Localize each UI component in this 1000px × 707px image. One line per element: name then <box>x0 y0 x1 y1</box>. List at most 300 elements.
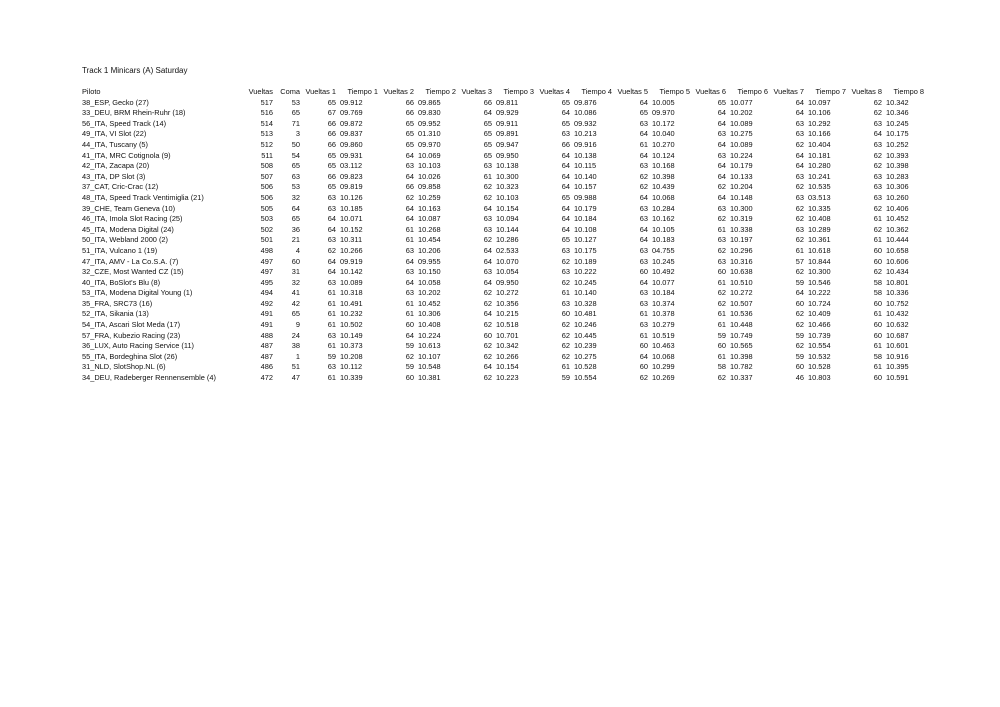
heat-time-cell: 10.138 <box>574 150 597 160</box>
heat-laps-cell: 61 <box>717 277 726 287</box>
heat-laps-cell: 64 <box>405 330 414 340</box>
table-row <box>80 98 926 109</box>
total-laps-cell: 492 <box>260 298 273 308</box>
heat-time-cell: 10.172 <box>652 118 675 128</box>
heat-time-cell: 03.513 <box>808 192 831 202</box>
total-laps-cell: 517 <box>260 97 273 107</box>
heat-laps-cell: 63 <box>327 277 336 287</box>
heat-laps-cell: 62 <box>639 182 648 192</box>
heat-time-cell: 02.533 <box>496 245 519 255</box>
heat-laps-cell: 57 <box>795 256 804 266</box>
heat-laps-cell: 62 <box>483 192 492 202</box>
heat-time-cell: 10.213 <box>574 129 597 139</box>
heat-time-cell: 10.224 <box>418 330 441 340</box>
total-laps-cell: 506 <box>260 182 273 192</box>
total-laps-cell: 507 <box>260 171 273 181</box>
heat-laps-cell: 63 <box>561 298 570 308</box>
table-row <box>80 235 926 246</box>
heat-time-cell: 10.323 <box>496 182 519 192</box>
heat-time-cell: 09.823 <box>340 171 363 181</box>
heat-laps-cell: 63 <box>873 171 882 181</box>
heat-laps-cell: 61 <box>873 362 882 372</box>
heat-laps-cell: 61 <box>405 309 414 319</box>
heat-laps-cell: 63 <box>327 192 336 202</box>
heat-laps-cell: 60 <box>639 362 648 372</box>
heat-time-cell: 10.300 <box>730 203 753 213</box>
table-header-row <box>80 87 926 98</box>
heat-laps-cell: 62 <box>717 245 726 255</box>
heat-time-cell: 10.148 <box>730 192 753 202</box>
pilot-name-cell: 41_ITA, MRC Cotignola (9) <box>82 150 171 160</box>
heat-time-cell: 09.952 <box>418 118 441 128</box>
heat-laps-cell: 63 <box>639 256 648 266</box>
heat-time-cell: 10.149 <box>340 330 363 340</box>
heat-time-cell: 10.439 <box>652 182 675 192</box>
coma-cell: 50 <box>291 139 300 149</box>
heat-time-cell: 10.179 <box>574 203 597 213</box>
heat-laps-cell: 60 <box>795 362 804 372</box>
heat-time-cell: 10.342 <box>886 97 909 107</box>
heat-time-cell: 10.606 <box>886 256 909 266</box>
heat-laps-cell: 64 <box>483 245 492 255</box>
heat-laps-cell: 61 <box>405 298 414 308</box>
heat-time-cell: 10.154 <box>496 203 519 213</box>
heat-laps-cell: 65 <box>327 161 336 171</box>
heat-laps-cell: 61 <box>327 373 336 383</box>
column-header: Coma <box>280 87 300 96</box>
heat-time-cell: 10.452 <box>886 214 909 224</box>
heat-time-cell: 09.872 <box>340 118 363 128</box>
heat-laps-cell: 64 <box>639 97 648 107</box>
heat-time-cell: 10.175 <box>574 245 597 255</box>
total-laps-cell: 513 <box>260 129 273 139</box>
table-row <box>80 267 926 278</box>
pilot-name-cell: 46_ITA, Imola Slot Racing (25) <box>82 214 183 224</box>
heat-time-cell: 10.492 <box>652 267 675 277</box>
heat-time-cell: 10.154 <box>496 362 519 372</box>
total-laps-cell: 487 <box>260 351 273 361</box>
heat-time-cell: 10.142 <box>340 267 363 277</box>
heat-time-cell: 10.270 <box>652 139 675 149</box>
heat-laps-cell: 59 <box>795 277 804 287</box>
column-header: Vueltas 5 <box>617 87 648 96</box>
heat-laps-cell: 61 <box>873 309 882 319</box>
heat-time-cell: 10.089 <box>340 277 363 287</box>
heat-time-cell: 10.144 <box>496 224 519 234</box>
heat-time-cell: 10.112 <box>340 362 363 372</box>
heat-time-cell: 10.632 <box>886 320 909 330</box>
heat-time-cell: 09.837 <box>340 129 363 139</box>
coma-cell: 24 <box>291 330 300 340</box>
heat-laps-cell: 64 <box>327 267 336 277</box>
heat-laps-cell: 64 <box>717 171 726 181</box>
heat-time-cell: 09.988 <box>574 192 597 202</box>
heat-time-cell: 09.929 <box>496 108 519 118</box>
column-header: Vueltas 3 <box>461 87 492 96</box>
heat-laps-cell: 64 <box>561 150 570 160</box>
heat-time-cell: 10.070 <box>496 256 519 266</box>
heat-laps-cell: 61 <box>327 298 336 308</box>
heat-time-cell: 10.378 <box>652 309 675 319</box>
heat-time-cell: 10.299 <box>652 362 675 372</box>
heat-laps-cell: 64 <box>639 351 648 361</box>
heat-laps-cell: 60 <box>405 373 414 383</box>
pilot-name-cell: 36_LUX, Auto Racing Service (11) <box>82 341 195 351</box>
heat-laps-cell: 62 <box>483 341 492 351</box>
heat-time-cell: 10.094 <box>496 214 519 224</box>
pilot-name-cell: 57_FRA, Kubezio Racing (23) <box>82 330 181 340</box>
heat-time-cell: 10.204 <box>730 182 753 192</box>
heat-time-cell: 10.269 <box>652 373 675 383</box>
heat-time-cell: 09.912 <box>340 97 363 107</box>
heat-laps-cell: 61 <box>795 245 804 255</box>
heat-time-cell: 10.535 <box>808 182 831 192</box>
pilot-name-cell: 48_ITA, Speed Track Ventimiglia (21) <box>82 192 204 202</box>
heat-time-cell: 10.398 <box>730 351 753 361</box>
heat-laps-cell: 64 <box>639 235 648 245</box>
column-header: Vueltas 6 <box>695 87 726 96</box>
heat-laps-cell: 66 <box>405 182 414 192</box>
pilot-name-cell: 50_ITA, Webland 2000 (2) <box>82 235 169 245</box>
total-laps-cell: 497 <box>260 267 273 277</box>
column-header: Piloto <box>82 87 101 96</box>
heat-laps-cell: 64 <box>483 108 492 118</box>
heat-time-cell: 10.701 <box>496 330 519 340</box>
heat-time-cell: 09.919 <box>340 256 363 266</box>
heat-laps-cell: 63 <box>405 245 414 255</box>
table-row <box>80 246 926 257</box>
heat-laps-cell: 64 <box>795 150 804 160</box>
heat-laps-cell: 64 <box>405 203 414 213</box>
total-laps-cell: 508 <box>260 161 273 171</box>
coma-cell: 64 <box>291 203 300 213</box>
table-row <box>80 129 926 140</box>
pilot-name-cell: 56_ITA, Speed Track (14) <box>82 118 167 128</box>
column-header: Tiempo 5 <box>659 87 690 96</box>
heat-time-cell: 10.507 <box>730 298 753 308</box>
heat-laps-cell: 58 <box>873 277 882 287</box>
heat-laps-cell: 65 <box>561 118 570 128</box>
coma-cell: 47 <box>291 373 300 383</box>
heat-laps-cell: 62 <box>405 351 414 361</box>
heat-time-cell: 10.272 <box>730 288 753 298</box>
coma-cell: 32 <box>291 277 300 287</box>
heat-laps-cell: 62 <box>795 320 804 330</box>
heat-time-cell: 03.112 <box>340 161 363 171</box>
heat-time-cell: 10.157 <box>574 182 597 192</box>
heat-laps-cell: 66 <box>327 139 336 149</box>
heat-time-cell: 10.168 <box>652 161 675 171</box>
heat-laps-cell: 62 <box>483 351 492 361</box>
coma-cell: 71 <box>291 118 300 128</box>
table-row <box>80 225 926 236</box>
heat-laps-cell: 63 <box>717 150 726 160</box>
heat-laps-cell: 64 <box>795 288 804 298</box>
heat-time-cell: 10.519 <box>652 330 675 340</box>
heat-time-cell: 10.454 <box>418 235 441 245</box>
heat-time-cell: 10.316 <box>730 256 753 266</box>
heat-laps-cell: 63 <box>873 182 882 192</box>
table-row <box>80 172 926 183</box>
heat-time-cell: 10.284 <box>652 203 675 213</box>
heat-laps-cell: 63 <box>483 224 492 234</box>
column-header: Tiempo 6 <box>737 87 768 96</box>
heat-laps-cell: 62 <box>795 182 804 192</box>
heat-laps-cell: 63 <box>561 267 570 277</box>
heat-laps-cell: 63 <box>639 118 648 128</box>
total-laps-cell: 491 <box>260 320 273 330</box>
heat-laps-cell: 65 <box>405 118 414 128</box>
pilot-name-cell: 52_ITA, Sikania (13) <box>82 309 149 319</box>
heat-time-cell: 10.752 <box>886 298 909 308</box>
heat-time-cell: 10.463 <box>652 341 675 351</box>
heat-laps-cell: 64 <box>717 139 726 149</box>
total-laps-cell: 497 <box>260 256 273 266</box>
heat-time-cell: 10.108 <box>574 224 597 234</box>
table-row <box>80 214 926 225</box>
heat-laps-cell: 63 <box>795 171 804 181</box>
heat-laps-cell: 64 <box>639 224 648 234</box>
heat-laps-cell: 63 <box>873 192 882 202</box>
heat-time-cell: 10.658 <box>886 245 909 255</box>
heat-time-cell: 10.565 <box>730 341 753 351</box>
heat-time-cell: 10.280 <box>808 161 831 171</box>
heat-time-cell: 10.245 <box>652 256 675 266</box>
heat-laps-cell: 63 <box>639 214 648 224</box>
heat-time-cell: 10.448 <box>730 320 753 330</box>
coma-cell: 63 <box>291 171 300 181</box>
heat-time-cell: 10.404 <box>808 139 831 149</box>
total-laps-cell: 506 <box>260 192 273 202</box>
heat-time-cell: 09.970 <box>418 139 441 149</box>
pilot-name-cell: 39_CHE, Team Geneva (10) <box>82 203 176 213</box>
heat-time-cell: 10.286 <box>496 235 519 245</box>
heat-laps-cell: 67 <box>327 108 336 118</box>
coma-cell: 51 <box>291 362 300 372</box>
heat-laps-cell: 64 <box>561 171 570 181</box>
table-row <box>80 140 926 151</box>
heat-time-cell: 10.445 <box>574 330 597 340</box>
heat-time-cell: 10.275 <box>730 129 753 139</box>
heat-laps-cell: 62 <box>717 298 726 308</box>
heat-time-cell: 10.232 <box>340 309 363 319</box>
heat-time-cell: 10.618 <box>808 245 831 255</box>
heat-laps-cell: 63 <box>717 235 726 245</box>
heat-laps-cell: 58 <box>873 351 882 361</box>
heat-time-cell: 10.502 <box>340 320 363 330</box>
heat-time-cell: 10.337 <box>730 373 753 383</box>
heat-time-cell: 10.373 <box>340 341 363 351</box>
heat-laps-cell: 61 <box>717 309 726 319</box>
heat-time-cell: 10.058 <box>418 277 441 287</box>
heat-laps-cell: 66 <box>327 129 336 139</box>
heat-laps-cell: 61 <box>483 171 492 181</box>
heat-laps-cell: 63 <box>717 256 726 266</box>
heat-time-cell: 10.638 <box>730 267 753 277</box>
document-title: Track 1 Minicars (A) Saturday <box>82 66 188 75</box>
heat-time-cell: 10.222 <box>808 288 831 298</box>
heat-laps-cell: 65 <box>561 192 570 202</box>
heat-time-cell: 10.124 <box>652 150 675 160</box>
heat-time-cell: 10.311 <box>340 235 363 245</box>
heat-laps-cell: 64 <box>561 224 570 234</box>
heat-laps-cell: 64 <box>795 161 804 171</box>
heat-time-cell: 09.860 <box>340 139 363 149</box>
heat-laps-cell: 64 <box>639 192 648 202</box>
pilot-name-cell: 31_NLD, SlotShop.NL (6) <box>82 362 166 372</box>
heat-laps-cell: 62 <box>795 235 804 245</box>
total-laps-cell: 501 <box>260 235 273 245</box>
heat-time-cell: 10.106 <box>808 108 831 118</box>
coma-cell: 42 <box>291 298 300 308</box>
heat-time-cell: 10.916 <box>886 351 909 361</box>
heat-time-cell: 09.950 <box>496 277 519 287</box>
heat-laps-cell: 64 <box>483 277 492 287</box>
heat-time-cell: 10.803 <box>808 373 831 383</box>
heat-laps-cell: 60 <box>873 320 882 330</box>
heat-time-cell: 10.150 <box>418 267 441 277</box>
coma-cell: 54 <box>291 150 300 160</box>
heat-laps-cell: 62 <box>717 373 726 383</box>
table-row <box>80 288 926 299</box>
heat-time-cell: 10.338 <box>730 224 753 234</box>
heat-time-cell: 10.356 <box>496 298 519 308</box>
heat-laps-cell: 61 <box>561 288 570 298</box>
heat-laps-cell: 63 <box>561 245 570 255</box>
heat-laps-cell: 63 <box>795 118 804 128</box>
coma-cell: 31 <box>291 267 300 277</box>
heat-laps-cell: 58 <box>873 288 882 298</box>
heat-laps-cell: 62 <box>795 341 804 351</box>
table-row <box>80 373 926 384</box>
heat-time-cell: 10.346 <box>886 108 909 118</box>
column-header: Tiempo 3 <box>503 87 534 96</box>
heat-laps-cell: 63 <box>327 203 336 213</box>
heat-laps-cell: 63 <box>795 192 804 202</box>
heat-laps-cell: 63 <box>327 330 336 340</box>
column-header: Tiempo 8 <box>893 87 924 96</box>
heat-time-cell: 09.830 <box>418 108 441 118</box>
heat-time-cell: 10.318 <box>340 288 363 298</box>
heat-time-cell: 10.223 <box>496 373 519 383</box>
heat-time-cell: 10.071 <box>340 214 363 224</box>
table-row <box>80 151 926 162</box>
heat-time-cell: 10.105 <box>652 224 675 234</box>
heat-laps-cell: 64 <box>639 277 648 287</box>
heat-time-cell: 10.296 <box>730 245 753 255</box>
heat-laps-cell: 62 <box>795 203 804 213</box>
heat-laps-cell: 65 <box>561 97 570 107</box>
heat-time-cell: 09.931 <box>340 150 363 160</box>
table-row <box>80 161 926 172</box>
heat-laps-cell: 62 <box>327 245 336 255</box>
heat-laps-cell: 61 <box>327 309 336 319</box>
heat-laps-cell: 59 <box>405 362 414 372</box>
table-row <box>80 108 926 119</box>
heat-time-cell: 04.755 <box>652 245 675 255</box>
pilot-name-cell: 32_CZE, Most Wanted CZ (15) <box>82 267 184 277</box>
coma-cell: 65 <box>291 214 300 224</box>
heat-time-cell: 10.528 <box>808 362 831 372</box>
heat-time-cell: 10.782 <box>730 362 753 372</box>
heat-laps-cell: 62 <box>483 235 492 245</box>
coma-cell: 4 <box>295 245 300 255</box>
heat-laps-cell: 63 <box>873 118 882 128</box>
heat-laps-cell: 61 <box>327 288 336 298</box>
table-row <box>80 193 926 204</box>
heat-time-cell: 10.215 <box>496 309 519 319</box>
heat-laps-cell: 60 <box>483 330 492 340</box>
heat-laps-cell: 60 <box>639 341 648 351</box>
heat-laps-cell: 60 <box>717 341 726 351</box>
heat-laps-cell: 60 <box>561 309 570 319</box>
heat-laps-cell: 64 <box>561 203 570 213</box>
heat-time-cell: 10.246 <box>574 320 597 330</box>
heat-laps-cell: 65 <box>327 150 336 160</box>
heat-laps-cell: 60 <box>873 373 882 383</box>
heat-time-cell: 10.406 <box>886 203 909 213</box>
heat-laps-cell: 62 <box>873 161 882 171</box>
heat-time-cell: 09.865 <box>418 97 441 107</box>
total-laps-cell: 516 <box>260 108 273 118</box>
column-header: Tiempo 4 <box>581 87 612 96</box>
heat-time-cell: 10.040 <box>652 129 675 139</box>
heat-laps-cell: 62 <box>483 182 492 192</box>
pilot-name-cell: 53_ITA, Modena Digital Young (1) <box>82 288 193 298</box>
heat-time-cell: 10.292 <box>808 118 831 128</box>
heat-laps-cell: 63 <box>639 320 648 330</box>
heat-laps-cell: 60 <box>873 330 882 340</box>
heat-time-cell: 10.239 <box>574 341 597 351</box>
heat-time-cell: 10.184 <box>652 288 675 298</box>
heat-time-cell: 09.970 <box>652 108 675 118</box>
heat-time-cell: 10.432 <box>886 309 909 319</box>
heat-laps-cell: 64 <box>561 108 570 118</box>
heat-time-cell: 10.452 <box>418 298 441 308</box>
heat-time-cell: 10.466 <box>808 320 831 330</box>
heat-time-cell: 09.769 <box>340 108 363 118</box>
heat-laps-cell: 64 <box>795 97 804 107</box>
heat-time-cell: 10.077 <box>652 277 675 287</box>
heat-time-cell: 09.916 <box>574 139 597 149</box>
heat-laps-cell: 60 <box>405 320 414 330</box>
table-row <box>80 320 926 331</box>
heat-laps-cell: 60 <box>795 298 804 308</box>
heat-time-cell: 10.491 <box>340 298 363 308</box>
pilot-name-cell: 34_DEU, Radeberger Rennensemble (4) <box>82 373 216 383</box>
total-laps-cell: 511 <box>261 150 273 160</box>
heat-laps-cell: 64 <box>717 192 726 202</box>
heat-laps-cell: 59 <box>327 351 336 361</box>
heat-laps-cell: 63 <box>639 298 648 308</box>
coma-cell: 60 <box>291 256 300 266</box>
pilot-name-cell: 43_ITA, DP Slot (3) <box>82 171 146 181</box>
heat-time-cell: 10.181 <box>808 150 831 160</box>
coma-cell: 65 <box>291 161 300 171</box>
heat-time-cell: 10.801 <box>886 277 909 287</box>
heat-laps-cell: 62 <box>561 341 570 351</box>
heat-time-cell: 10.107 <box>418 351 441 361</box>
heat-time-cell: 10.097 <box>808 97 831 107</box>
heat-time-cell: 10.054 <box>496 267 519 277</box>
heat-time-cell: 10.126 <box>340 192 363 202</box>
heat-time-cell: 10.127 <box>574 235 597 245</box>
heat-time-cell: 10.175 <box>886 129 909 139</box>
heat-time-cell: 10.115 <box>574 161 597 171</box>
total-laps-cell: 486 <box>260 362 273 372</box>
column-header: Vueltas 8 <box>851 87 882 96</box>
heat-time-cell: 10.266 <box>496 351 519 361</box>
